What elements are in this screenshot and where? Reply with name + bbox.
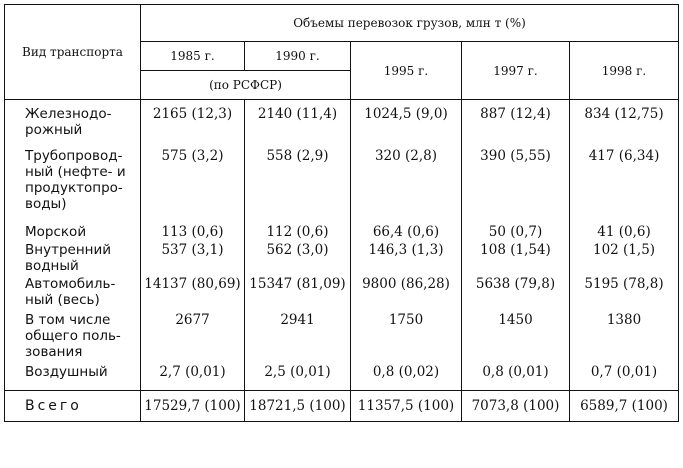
table-cell: 558 (2,9): [245, 148, 351, 224]
total-cell: 6589,7 (100): [570, 391, 679, 422]
table-cell: 146,3 (1,3): [351, 242, 462, 276]
table-cell: 320 (2,8): [351, 148, 462, 224]
group-title: Объемы перевозок грузов, млн т (%): [141, 5, 679, 42]
table-cell: 5195 (78,8): [570, 276, 679, 312]
table-cell: 0,7 (0,01): [570, 364, 679, 391]
table-cell: 562 (3,0): [245, 242, 351, 276]
table-cell: 108 (1,54): [462, 242, 570, 276]
year-header-1995: 1995 г.: [351, 42, 462, 100]
table-row: [5, 148, 679, 224]
table-cell: 575 (3,2): [141, 148, 245, 224]
table-cell: 1380: [570, 312, 679, 364]
table-cell: 2140 (11,4): [245, 100, 351, 149]
table-row: [5, 242, 679, 276]
table-cell: 2941: [245, 312, 351, 364]
row-label: В том числе общего поль- зования: [5, 312, 141, 364]
table-cell: 50 (0,7): [462, 224, 570, 242]
row-header-cell: Вид транспорта: [5, 5, 141, 100]
total-cell: 11357,5 (100): [351, 391, 462, 422]
table-cell: 112 (0,6): [245, 224, 351, 242]
table-cell: 417 (6,34): [570, 148, 679, 224]
table-row: [5, 364, 679, 391]
table-row: [5, 224, 679, 242]
table-cell: 537 (3,1): [141, 242, 245, 276]
year-header-1990: 1990 г.: [245, 42, 351, 71]
table-cell: 2677: [141, 312, 245, 364]
total-cell: 17529,7 (100): [141, 391, 245, 422]
table-cell: 113 (0,6): [141, 224, 245, 242]
table-cell: 66,4 (0,6): [351, 224, 462, 242]
row-label: Морской: [5, 224, 141, 242]
table-cell: 1024,5 (9,0): [351, 100, 462, 149]
total-cell: 7073,8 (100): [462, 391, 570, 422]
table-cell: 1450: [462, 312, 570, 364]
table-cell: 0,8 (0,01): [462, 364, 570, 391]
total-cell: 18721,5 (100): [245, 391, 351, 422]
rsfsr-note: (по РСФСР): [141, 71, 351, 100]
table-row: [5, 312, 679, 364]
table-cell: 15347 (81,09): [245, 276, 351, 312]
year-header-1985: 1985 г.: [141, 42, 245, 71]
table-cell: 5638 (79,8): [462, 276, 570, 312]
table-cell: 887 (12,4): [462, 100, 570, 149]
table-row: [5, 100, 679, 149]
table-cell: 2,5 (0,01): [245, 364, 351, 391]
row-label: Внутренний водный: [5, 242, 141, 276]
table-cell: 834 (12,75): [570, 100, 679, 149]
row-label: Трубопровод- ный (нефте- и продуктопро- воды): [5, 148, 141, 224]
row-label: Воздушный: [5, 364, 141, 391]
freight-table-container: [4, 4, 678, 462]
year-header-1997: 1997 г.: [462, 42, 570, 100]
year-header-1998: 1998 г.: [570, 42, 679, 100]
total-label: Всего: [5, 391, 141, 422]
table-cell: 0,8 (0,02): [351, 364, 462, 391]
row-label: Автомобиль- ный (весь): [5, 276, 141, 312]
table-cell: 1750: [351, 312, 462, 364]
table-cell: 9800 (86,28): [351, 276, 462, 312]
table-cell: 2165 (12,3): [141, 100, 245, 149]
total-row: [5, 391, 679, 422]
table-cell: 102 (1,5): [570, 242, 679, 276]
table-row: [5, 276, 679, 312]
row-label: Железнодо- рожный: [5, 100, 141, 149]
freight-volume-table: [4, 4, 679, 422]
table-cell: 14137 (80,69): [141, 276, 245, 312]
table-cell: 2,7 (0,01): [141, 364, 245, 391]
table-cell: 41 (0,6): [570, 224, 679, 242]
table-cell: 390 (5,55): [462, 148, 570, 224]
